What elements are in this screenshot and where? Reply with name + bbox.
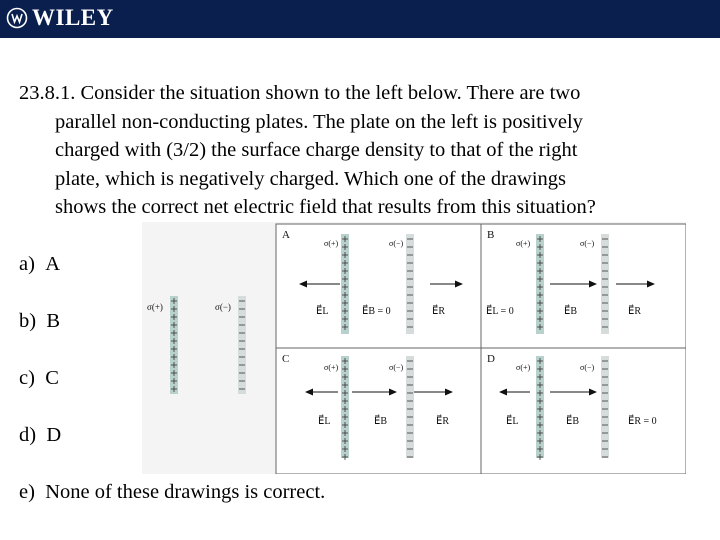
panel-a-sigma-plus-label: σ(+) — [324, 239, 339, 248]
answer-text: D — [46, 424, 62, 446]
header-bar — [0, 0, 720, 38]
panel-c-letter: C — [282, 353, 290, 365]
panel-a-letter: A — [282, 229, 290, 241]
answer-label: c) — [19, 367, 35, 389]
panel-b-sigma-minus-label: σ(−) — [580, 239, 595, 248]
question-text — [19, 79, 709, 222]
panel-c-negative-plate — [406, 356, 414, 458]
setup-positive-plate — [170, 296, 178, 394]
answer-option-b[interactable] — [19, 310, 60, 333]
answer-label: a) — [19, 253, 35, 275]
panel-d-negative-plate — [601, 356, 609, 458]
panel-c-field-left-label: E⃗L — [318, 416, 331, 427]
panel-b-field-right-label: E⃗R — [628, 306, 641, 317]
answer-text: B — [46, 310, 61, 332]
panel-d-field-left-label: E⃗L — [506, 416, 519, 427]
logo-text: WILEY — [32, 5, 114, 30]
answer-label: d) — [19, 424, 37, 446]
panel-b-letter: B — [487, 229, 495, 241]
setup-sigma-minus-label: σ(−) — [215, 302, 231, 312]
panel-a-field-right-label: E⃗R — [432, 306, 445, 317]
panel-d-positive-plate — [536, 356, 544, 460]
wiley-logo — [6, 3, 114, 33]
panel-c-positive-plate — [341, 356, 349, 460]
panel-a-positive-plate — [341, 234, 349, 334]
panel-a-sigma-minus-label: σ(−) — [389, 239, 404, 248]
panel-d-field-right-label: E⃗R = 0 — [628, 416, 657, 427]
wiley-seal-icon — [6, 7, 28, 29]
panel-b-field-between-label: E⃗B — [564, 306, 577, 317]
answer-option-d[interactable] — [19, 424, 61, 447]
question-line: 23.8.1. Consider the situation shown to the left below. There are two — [19, 82, 581, 104]
panel-d-sigma-minus-label: σ(−) — [580, 363, 595, 372]
setup-sigma-plus-label: σ(+) — [147, 302, 163, 312]
panel-b-field-left-label: E⃗L = 0 — [486, 306, 514, 317]
panel-c-sigma-minus-label: σ(−) — [389, 363, 404, 372]
panel-c-field-right-label: E⃗R — [436, 416, 449, 427]
question-line: parallel non-conducting plates. The plate on the left is positively — [55, 110, 583, 133]
panel-d-field-between-label: E⃗B — [566, 416, 579, 427]
panel-a-field-between-label: E⃗B = 0 — [362, 306, 391, 317]
plates-figure — [142, 222, 686, 474]
panel-c-sigma-plus-label: σ(+) — [324, 363, 339, 372]
panel-b-positive-plate — [536, 234, 544, 334]
panel-a-field-left-label: E⃗L — [316, 306, 329, 317]
panel-b-negative-plate — [601, 234, 609, 334]
answer-option-e[interactable] — [19, 481, 325, 504]
panel-b-sigma-plus-label: σ(+) — [516, 239, 531, 248]
question-line: plate, which is negatively charged. Which one of the drawings — [55, 167, 567, 190]
answer-text: C — [45, 367, 59, 389]
answer-option-a[interactable] — [19, 253, 60, 276]
answer-label: b) — [19, 310, 37, 332]
question-line: charged with (3/2) the surface charge density to that of the right — [55, 139, 578, 161]
panel-d-sigma-plus-label: σ(+) — [516, 363, 531, 372]
plates-diagram — [142, 222, 686, 474]
answer-option-c[interactable] — [19, 367, 59, 390]
answer-label: e) — [19, 481, 35, 503]
panel-c-field-between-label: E⃗B — [374, 416, 387, 427]
setup-negative-plate — [238, 296, 246, 394]
panel-d-letter: D — [487, 353, 495, 365]
answer-text: A — [45, 253, 60, 275]
question-line: shows the correct net electric field that results from this situation? — [55, 196, 596, 218]
panel-a-negative-plate — [406, 234, 414, 334]
answer-text: None of these drawings is correct. — [45, 481, 326, 503]
